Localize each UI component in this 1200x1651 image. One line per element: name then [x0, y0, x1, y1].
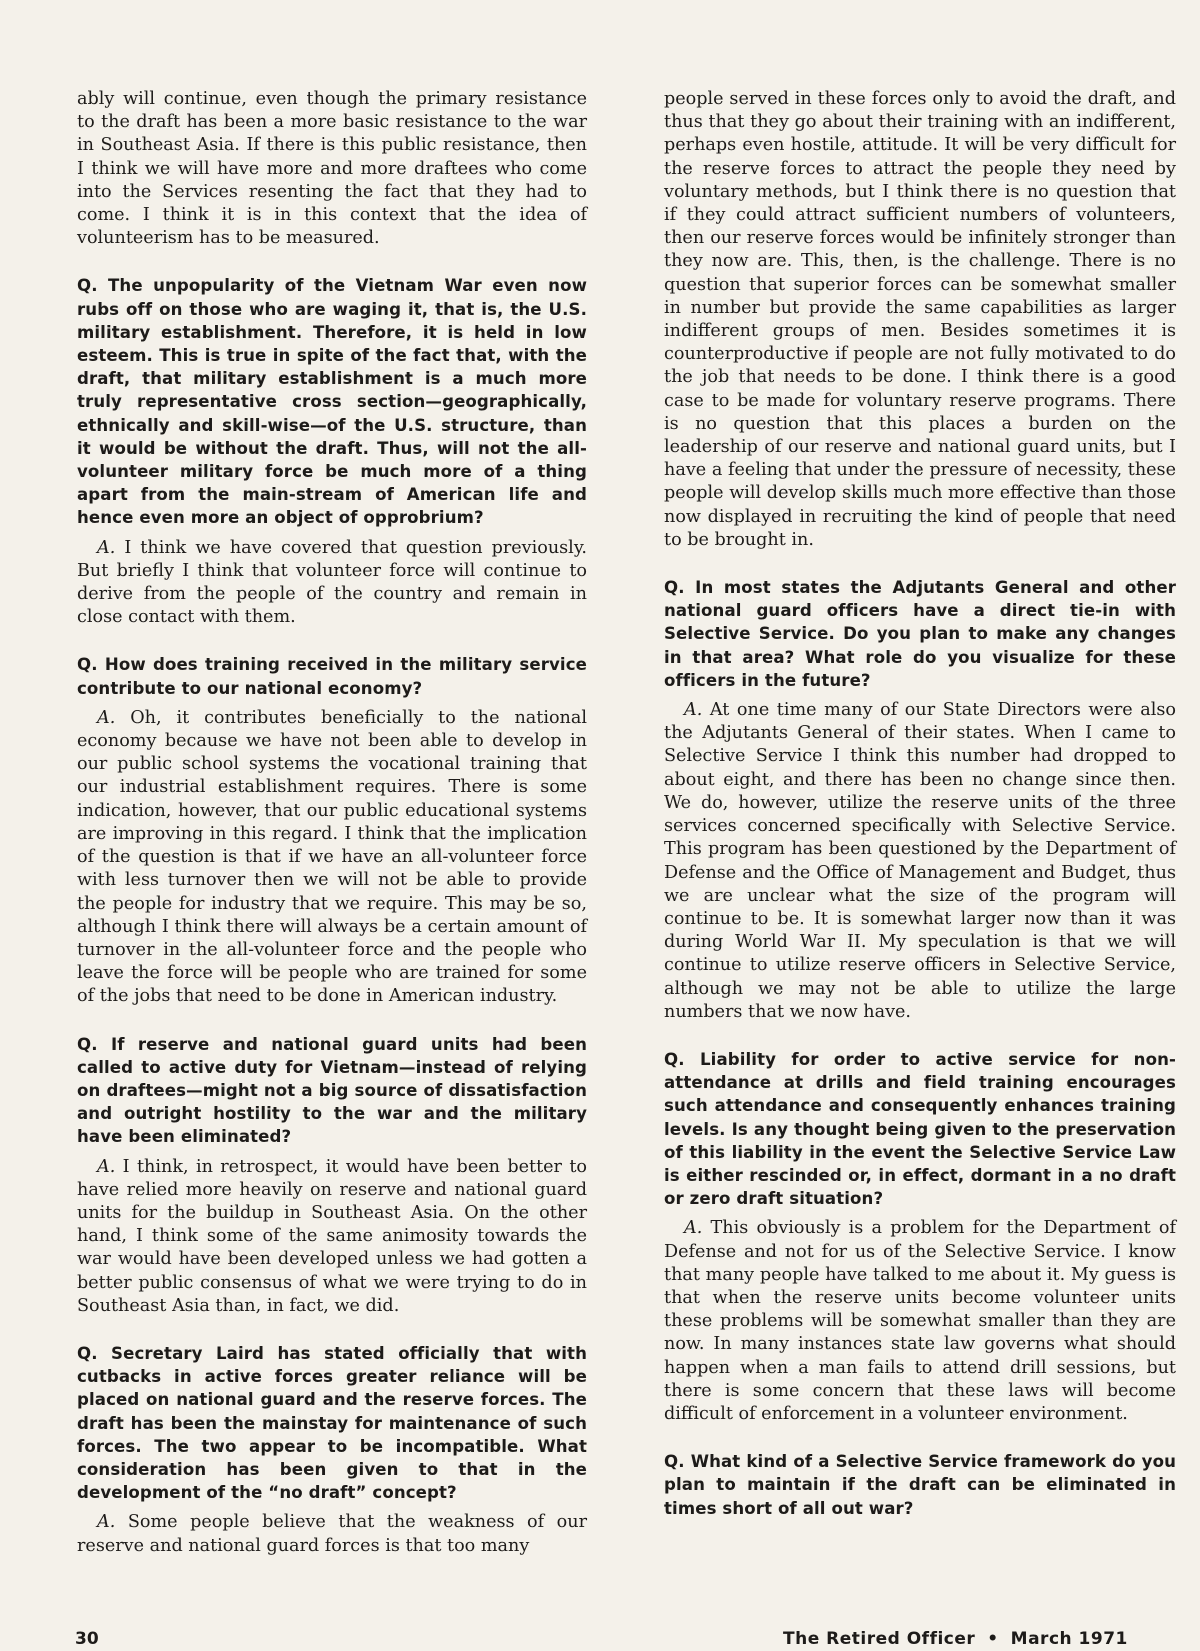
issue-date: March 1971: [1010, 1629, 1128, 1649]
answer-label: A.: [97, 1512, 116, 1533]
running-footer: [783, 1629, 1128, 1649]
answer: [77, 707, 587, 1009]
answer: [77, 1511, 587, 1557]
answer: [664, 699, 1176, 1024]
answer-text: Some people believe that the weakness of our reserve and national guard forces is that too many: [77, 1512, 587, 1556]
question: Q. How does training received in the military service contribute to our national economy?: [77, 655, 587, 698]
answer-text: I think we have covered that question previously. But briefly I think that volunteer force will continue to derive from the people of the country and remain in close contact with them.: [77, 537, 588, 628]
answer-text: I think, in retrospect, it would have been better to have relied more heavily on reserve and national guard units for the buildup in Southeast Asia. On the other hand, I think some of the same animosity towards the war would have been developed unless we had gotten a better public consensus of what we were trying to do in Southeast Asia than, in fact, we did.: [77, 1156, 587, 1316]
answer-text: This obviously is a problem for the Department of Defense and not for us of the Selective Service. I know that many people have talked to me about it. My guess is that when the reserve units become volunteer units these problems will be somewhat smaller than they are now. In many instances state law governs what should happen when a man fails to attend drill sessions, but there is some concern that these laws will become difficult of enforcement in a volunteer environment.: [664, 1218, 1176, 1424]
answer-label: A.: [97, 707, 116, 728]
continued-answer: ably will continue, even though the primary resistance to the draft has been a more basic resistance to the war in Southeast Asia. If there is this public resistance, then I think we will have more and more draftees who come into the Services resenting the fact that they had to come. I think it is in this context that the idea of volunteerism has to be measured.: [77, 89, 587, 249]
page-number: 30: [75, 1629, 99, 1649]
question: Q. The unpopularity of the Vietnam War even now rubs off on those who are waging it, that is, the U.S. military establishment. Therefore, it is held in low esteem. This is true in spite of the fact that, with the draft, that military establishment is a much more truly representative cross section—geographically, ethnically and skill-wise—of the U.S. structure, than it would be without the draft. Thus, will not the all-volunteer military force be much more of a thing apart from the main-stream of American life and hence even more an object of opprobrium?: [77, 276, 587, 528]
answer: [77, 537, 587, 630]
answer-label: A.: [684, 1218, 703, 1239]
question: Q. In most states the Adjutants General and other national guard officers have a direct tie-in with Selective Service. Do you plan to make any changes in that area? What role do you visualize for these officers in the future?: [664, 578, 1176, 690]
question: Q. Liability for order to active service for non-attendance at drills and field training encourages such attendance and consequently enhances training levels. Is any thought being given to the preservation of this liability in the event the Selective Service Law is either rescinded or, in effect, dormant in a no draft or zero draft situation?: [664, 1049, 1176, 1209]
question: Q. If reserve and national guard units had been called to active duty for Vietnam—instead of relying on draftees—might not a big source of dissatisfaction and outright hostility to the war and the military have been eliminated?: [77, 1034, 587, 1147]
answer-label: A.: [97, 1156, 116, 1177]
question: Q. Secretary Laird has stated officially that with cutbacks in active forces greater reliance will be placed on national guard and the reserve forces. The draft has been the mainstay for maintenance of such forces. The two appear to be incompatible. What consideration has been given to that in the development of the “no draft” concept?: [77, 1343, 587, 1503]
left-column: [77, 88, 587, 1558]
page-footer: [0, 1627, 1200, 1651]
continued-answer: people served in these forces only to avoid the draft, and thus that they go about their training with an indifferent, perhaps even hostile, attitude. It will be very difficult for the reserve forces to attract the people they need by voluntary methods, but I think there is no question that if they could attract sufficient numbers of volunteers, then our reserve forces would be infinitely stronger than they now are. This, then, is the challenge. There is no question that superior forces can be somewhat smaller in number but provide the same capabilities as larger indifferent groups of men. Besides sometimes it is counterproductive if people are not fully motivated to do the job that needs to be done. I think there is a good case to be made for voluntary reserve programs. There is no question that this places a burden on the leadership of our reserve and national guard units, but I have a feeling that under the pressure of necessity, these people will develop skills much more effective than those now displayed in recruiting the kind of people that need to be brought in.: [664, 89, 1176, 550]
answer-label: A.: [97, 537, 116, 558]
journal-title: The Retired Officer: [783, 1629, 976, 1649]
bullet-separator: •: [987, 1629, 999, 1649]
answer-text: At one time many of our State Directors were also the Adjutants General of their states. When I came to Selective Service I think this number had dropped to about eight, and there has been no change since then. We do, however, utilize the reserve units of the three services concerned specifically with Selective Service. This program has been questioned by the Department of Defense and the Office of Management and Budget, thus we are unclear what the size of the program will continue to be. It is somewhat larger now than it was during World War II. My speculation is that we will continue to utilize reserve officers in Selective Service, although we may not be able to utilize the large numbers that we now have.: [664, 700, 1176, 1022]
answer-label: A.: [684, 700, 703, 721]
right-column: [664, 88, 1176, 1527]
answer: [77, 1156, 587, 1318]
answer: [664, 1217, 1176, 1426]
answer-text: Oh, it contributes beneficially to the national economy because we have not been able to develop in our public school systems the vocational training that our industrial establishment requires. There is some indication, however, that our public educational systems are improving in this regard. I think that the implication of the question is that if we have an all-volunteer force with less turnover then we will not be able to provide the people for industry that we require. This may be so, although I think there will always be a certain amount of turnover in the all-volunteer force and the people who leave the force will be people who are trained for some of the jobs that need to be done in American industry.: [77, 707, 588, 1007]
question: Q. What kind of a Selective Service framework do you plan to maintain if the draft can be eliminated in times short of all out war?: [664, 1452, 1176, 1518]
